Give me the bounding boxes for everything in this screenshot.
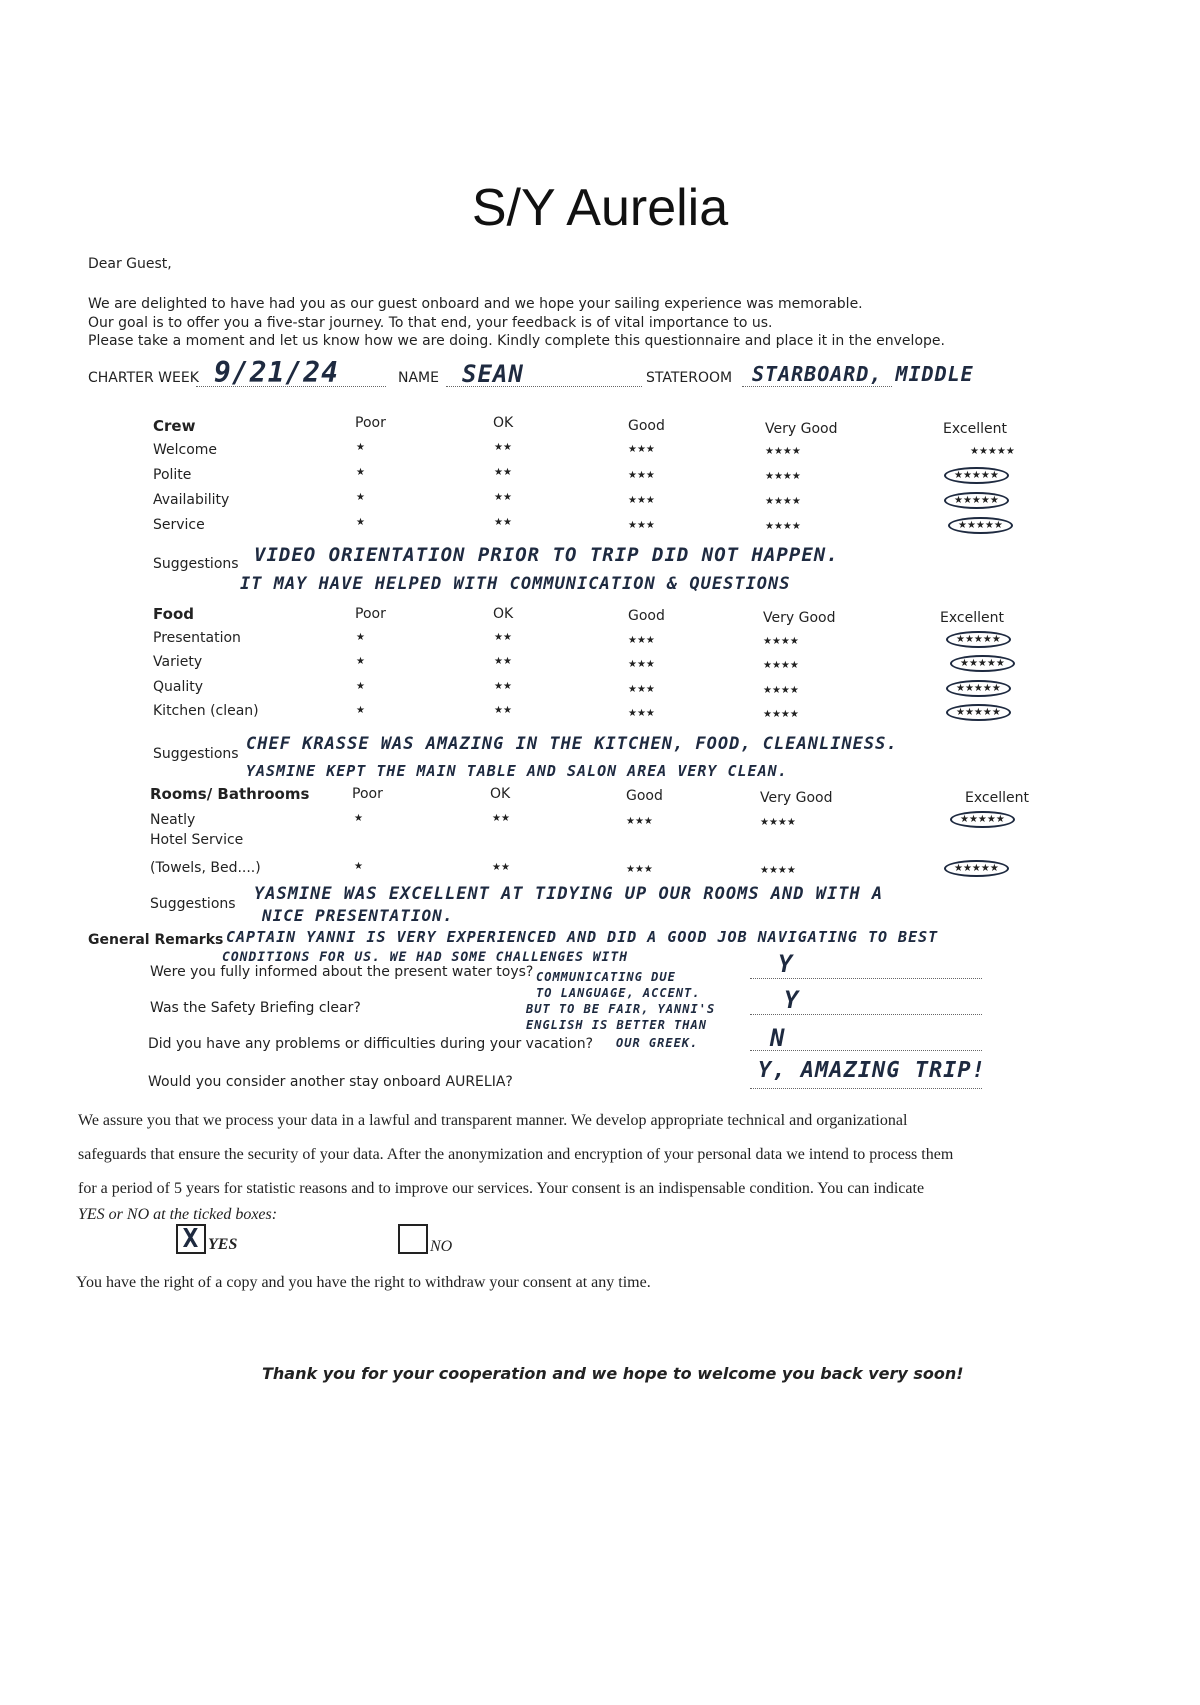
rating-poor[interactable]: ★ [356,656,365,667]
general-remarks-line-5[interactable]: BUT TO BE FAIR, YANNI'S [526,1002,716,1016]
rating-ok[interactable]: ★★ [494,632,512,643]
col-excellent: Excellent [943,421,1007,437]
section-heading-food: Food [153,605,194,623]
answer-problems[interactable]: N [770,1024,786,1052]
food-suggestion-line-1[interactable]: CHEF KRASSE WAS AMAZING IN THE KITCHEN, FOOD, CLEANLINESS. [246,734,898,754]
row-label-kitchen: Kitchen (clean) [153,703,259,719]
privacy-line-1: We assure you that we process your data in a lawful and transparent manner. We develop appropriate technical and organizational [78,1112,908,1129]
col-good: Good [626,788,663,804]
answer-line [750,978,982,979]
consent-no-label: NO [430,1238,453,1255]
checkmark-x-icon: X [182,1224,200,1254]
rating-excellent-circled[interactable]: ★★★★★ [944,467,1009,484]
document-title: S/Y Aurelia [471,179,729,237]
charter-week-label: CHARTER WEEK [88,370,199,386]
col-ok: OK [493,606,514,622]
row-label-variety: Variety [153,654,203,670]
suggestions-label-food: Suggestions [153,746,239,762]
col-ok: OK [493,415,514,431]
rating-poor[interactable]: ★ [356,492,365,503]
name-value[interactable]: SEAN [462,360,524,388]
rating-good[interactable]: ★★★ [628,520,655,531]
intro-line-3: Please take a moment and let us know how we are doing. Kindly complete this questionnaire and place it in the envelope. [88,333,945,349]
row-label-neatly: Neatly [150,812,196,828]
rating-very-good[interactable]: ★★★★ [763,685,799,696]
row-label-presentation: Presentation [153,630,241,646]
question-water-toys: Were you fully informed about the present water toys? [150,964,534,980]
rating-poor[interactable]: ★ [356,442,365,453]
rating-poor[interactable]: ★ [356,632,365,643]
rating-very-good[interactable]: ★★★★ [760,817,796,828]
rating-good[interactable]: ★★★ [628,708,655,719]
rating-poor[interactable]: ★ [356,467,365,478]
rating-excellent-circled[interactable]: ★★★★★ [944,860,1009,877]
col-excellent: Excellent [940,610,1004,626]
rating-ok[interactable]: ★★ [494,681,512,692]
col-poor: Poor [352,786,383,802]
privacy-line-3: for a period of 5 years for statistic reasons and to improve our services. Your consent is an indispensable condition. You can indicate [78,1180,925,1197]
rating-ok[interactable]: ★★ [492,862,510,873]
general-remarks-line-4[interactable]: TO LANGUAGE, ACCENT. [536,986,701,1000]
rating-good[interactable]: ★★★ [628,495,655,506]
answer-water-toys[interactable]: Y [778,950,794,978]
food-suggestion-line-2[interactable]: YASMINE KEPT THE MAIN TABLE AND SALON AREA VERY CLEAN. [246,762,788,780]
rooms-suggestion-line-1[interactable]: YASMINE WAS EXCELLENT AT TIDYING UP OUR ROOMS AND WITH A [254,884,884,904]
rating-excellent[interactable]: ★★★★★ [970,446,1015,457]
rating-excellent-circled[interactable]: ★★★★★ [946,704,1011,721]
col-very-good: Very Good [760,790,833,806]
row-label-availability: Availability [153,492,230,508]
rating-ok[interactable]: ★★ [492,813,510,824]
rating-good[interactable]: ★★★ [628,444,655,455]
row-label-quality: Quality [153,679,204,695]
stateroom-line [742,386,892,387]
general-remarks-line-2[interactable]: CONDITIONS FOR US. WE HAD SOME CHALLENGES WITH [222,950,629,965]
col-very-good: Very Good [763,610,836,626]
rating-ok[interactable]: ★★ [494,492,512,503]
privacy-line-2: safeguards that ensure the security of your data. After the anonymization and encryption of your personal data we intend to process them [78,1146,954,1163]
row-label-towels-bed: (Towels, Bed....) [150,860,261,876]
intro-line-1: We are delighted to have had you as our guest onboard and we hope your sailing experience was memorable. [88,296,863,312]
suggestions-label-rooms: Suggestions [150,896,236,912]
rating-good[interactable]: ★★★ [626,864,653,875]
rooms-suggestion-line-2[interactable]: NICE PRESENTATION. [262,906,454,925]
general-remarks-label: General Remarks [88,932,224,948]
rating-ok[interactable]: ★★ [494,517,512,528]
stateroom-value[interactable]: STARBOARD, MIDDLE [752,362,974,386]
row-label-welcome: Welcome [153,442,218,458]
row-label-polite: Polite [153,467,192,483]
suggestions-label-crew: Suggestions [153,556,239,572]
intro-line-2: Our goal is to offer you a five-star journey. To that end, your feedback is of vital importance to us. [88,315,773,331]
general-remarks-line-7[interactable]: OUR GREEK. [616,1036,699,1050]
general-remarks-line-3[interactable]: COMMUNICATING DUE [536,970,676,984]
consent-no-checkbox[interactable] [398,1224,428,1254]
general-remarks-line-6[interactable]: ENGLISH IS BETTER THAN [526,1018,707,1032]
rating-ok[interactable]: ★★ [494,656,512,667]
charter-week-value[interactable]: 9/21/24 [214,356,340,389]
rating-excellent-circled[interactable]: ★★★★★ [944,492,1009,509]
rating-very-good[interactable]: ★★★★ [765,496,801,507]
consent-yes-checkbox[interactable] [176,1224,206,1254]
rating-poor[interactable]: ★ [356,681,365,692]
answer-safety-briefing[interactable]: Y [784,986,800,1014]
rating-ok[interactable]: ★★ [494,705,512,716]
answer-line [750,1088,982,1089]
rating-good[interactable]: ★★★ [628,635,655,646]
general-remarks-line-1[interactable]: CAPTAIN YANNI IS VERY EXPERIENCED AND DID A GOOD JOB NAVIGATING TO BEST [226,928,939,946]
closing-text: Thank you for your cooperation and we hope to welcome you back very soon! [262,1364,964,1383]
rating-very-good[interactable]: ★★★★ [760,865,796,876]
rating-very-good[interactable]: ★★★★ [763,636,799,647]
crew-suggestion-line-1[interactable]: VIDEO ORIENTATION PRIOR TO TRIP DID NOT HAPPEN. [254,544,839,566]
rating-ok[interactable]: ★★ [494,442,512,453]
answer-another-stay[interactable]: Y, AMAZING TRIP! [758,1058,986,1083]
question-safety-briefing: Was the Safety Briefing clear? [150,1000,361,1016]
section-heading-crew: Crew [153,417,196,435]
name-label: NAME [398,370,439,386]
question-problems: Did you have any problems or difficulties during your vacation? [148,1036,594,1052]
rating-poor[interactable]: ★ [356,705,365,716]
section-heading-rooms: Rooms/ Bathrooms [150,785,310,803]
rating-excellent-circled[interactable]: ★★★★★ [950,811,1015,828]
rating-good[interactable]: ★★★ [628,659,655,670]
rating-poor[interactable]: ★ [354,861,363,872]
rating-good[interactable]: ★★★ [628,470,655,481]
rating-very-good[interactable]: ★★★★ [765,446,801,457]
rating-poor[interactable]: ★ [354,813,363,824]
col-good: Good [628,418,665,434]
privacy-line-4: YES or NO at the ticked boxes: [78,1206,278,1223]
col-poor: Poor [355,606,386,622]
rating-poor[interactable]: ★ [356,517,365,528]
col-ok: OK [490,786,511,802]
col-poor: Poor [355,415,386,431]
rating-excellent-circled[interactable]: ★★★★★ [948,517,1013,534]
rating-very-good[interactable]: ★★★★ [765,521,801,532]
rating-ok[interactable]: ★★ [494,467,512,478]
stateroom-label: STATEROOM [646,370,733,386]
consent-yes-label: YES [208,1236,238,1253]
crew-suggestion-line-2[interactable]: IT MAY HAVE HELPED WITH COMMUNICATION & QUESTIONS [240,574,791,594]
col-good: Good [628,608,665,624]
rating-excellent-circled[interactable]: ★★★★★ [946,631,1011,648]
rating-very-good[interactable]: ★★★★ [763,660,799,671]
question-another-stay: Would you consider another stay onboard AURELIA? [148,1074,513,1090]
answer-line [750,1014,982,1015]
col-excellent: Excellent [965,790,1029,806]
rights-text: You have the right of a copy and you have the right to withdraw your consent at any time. [76,1274,651,1291]
rating-very-good[interactable]: ★★★★ [763,709,799,720]
rating-very-good[interactable]: ★★★★ [765,471,801,482]
col-very-good: Very Good [765,421,838,437]
rating-excellent-circled[interactable]: ★★★★★ [950,655,1015,672]
greeting: Dear Guest, [88,256,172,272]
rating-good[interactable]: ★★★ [626,816,653,827]
row-label-service: Service [153,517,205,533]
row-label-hotel-service: Hotel Service [150,832,244,848]
rating-good[interactable]: ★★★ [628,684,655,695]
rating-excellent-circled[interactable]: ★★★★★ [946,680,1011,697]
